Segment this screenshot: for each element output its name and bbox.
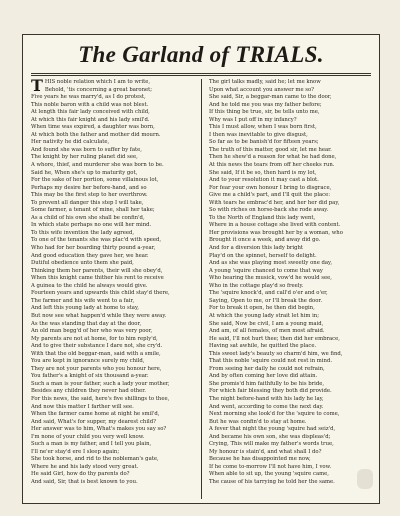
verse-line: An old man begg'd of her who was very poor,: [31, 328, 153, 335]
verse-line: With that the old beggar-man, said with a smile,: [31, 350, 161, 357]
verse-line: He said, I'll not hurt thee; then did her embrace,: [209, 335, 340, 342]
verse-line: Having sat awhile, he quitted the place.: [209, 343, 317, 350]
title-rule-bottom: [31, 75, 371, 76]
verse-line: The night before-hand with his lady he lay,: [209, 395, 324, 402]
verse-line: And left this young lady at home to stay,: [31, 305, 139, 312]
verse-line: My parents are not at home, for to him reply'd,: [31, 335, 158, 342]
left-column: [31, 79, 193, 487]
verse-line: Upon what account you answer me so?: [209, 86, 315, 93]
verse-line: For the sake of her portion, some villainous lot,: [31, 177, 159, 184]
verse-line: Next morning she look'd for the 'squire to come,: [209, 411, 340, 418]
verse-line: That this noble 'squire could not rest in mind.: [209, 358, 333, 365]
verse-line: Why was I put off in my infancy?: [209, 116, 297, 123]
verse-line: From seeing her daily he could not refrain,: [209, 365, 325, 372]
right-column: [209, 79, 371, 487]
verse-line: Where he and his lady stood very great.: [31, 463, 139, 470]
verse-line: And became his own son, she was displeas'd;: [209, 433, 331, 440]
verse-line: A young 'squire chanced to come that way: [209, 267, 323, 274]
verse-line: To the North of England this lady went,: [209, 214, 316, 221]
verse-line: And went, according to come the next day.: [209, 403, 324, 410]
verse-line: The knight by her ruling planet did see,: [31, 154, 138, 161]
verse-line: And said, What's for supper, my dearest child?: [31, 418, 156, 425]
verse-line: The farmer and his wife went to a fair,: [31, 297, 135, 304]
library-stamp: [357, 469, 373, 489]
verse-line: And to give their substance I dare not, she cry'd.: [31, 343, 163, 350]
verse-line: Her nativity he did calculate,: [31, 139, 110, 146]
verse-line: Thinking them her parents, their will she obey'd,: [31, 267, 163, 274]
verse-line: The truth of this matter, good sir, let me hear.: [209, 146, 332, 153]
verse-line: Who in the cottage play'd so freely.: [209, 282, 304, 289]
verse-line: As a child of his own she shall be confin'd,: [31, 214, 145, 221]
verse-line: And by often coming her love did attain.: [209, 373, 318, 380]
verse-line: You father's a knight of six thousand a-year.: [31, 373, 149, 380]
verse-line: Her provisions was brought her by a woman, who: [209, 229, 343, 236]
verse-line: Crying, This will make my father's words true,: [209, 441, 334, 448]
verse-line: Dutiful obedience unto them she paid,: [31, 260, 134, 267]
broadside-sheet: [22, 34, 380, 504]
verse-line: The 'squire knock'd, and call'd o'er and o'er,: [209, 290, 328, 297]
verse-line: She promis'd him faithfully to be his bride,: [209, 380, 325, 387]
verse-line: Her answer was to him, What's makes you say so?: [31, 426, 167, 433]
verse-line: To prevent all danger this step I will take,: [31, 199, 144, 206]
verse-line: And said, Sir, that is best known to you.: [31, 478, 138, 485]
verse-line: When able to sit up, the young 'squire came,: [209, 471, 329, 478]
verse-line: I'm none of your child you very well know.: [31, 433, 145, 440]
verse-line: With tears he embrac'd her, and her her did pay,: [209, 199, 340, 206]
verse-line: My honour is stain'd, and what shall I do?: [209, 448, 322, 455]
verse-line: At which both the father and mother did mourn.: [31, 131, 161, 138]
page-title: The Garland of TRIALS.: [78, 42, 324, 67]
verse-line: And he told me you was my father before;: [209, 101, 322, 108]
verse-line: A guinea to the child he always would give.: [31, 282, 148, 289]
verse-line: When time was expired, a daughter was born,: [31, 124, 155, 131]
verse-line: And as she was playing most sweetly one day,: [209, 260, 333, 267]
verse-line-rest: HIS noble relation which I am to write,: [44, 79, 151, 85]
verse-line: Besides any children they never had other.: [31, 388, 146, 395]
verse-line: This noble baron with a child was not blest.: [31, 101, 149, 108]
verse-line: For fear your own honour I bring to disgrace,: [209, 184, 332, 191]
verse-line: And to your resolution it may cast a blot.: [209, 177, 319, 184]
verse-line: For to break it open, he then did begin,: [209, 305, 315, 312]
verse-line: You are kept in ignorance surely my child,: [31, 358, 145, 365]
verse-line: Five years he was marry'd, as I do protest,: [31, 94, 146, 101]
verse-line: Behold, 'tis concerning a great baronet;: [44, 86, 153, 93]
verse-line: Perhaps my desire her before-hand, and so: [31, 184, 147, 191]
verse-line: He said Girl, how do thy parents do?: [31, 471, 130, 478]
verse-line: For this news, the said, here's five shillings to thee,: [31, 395, 170, 402]
verse-line: This may be the first step to her overthrow.: [31, 192, 148, 199]
verse-line: Give me a child's part, and I'll quit the place:: [209, 192, 331, 199]
verse-line: Then he shew'd a reason for what he had done,: [209, 154, 337, 161]
verse-line: Said he, When she's up to maturity got,: [31, 169, 138, 176]
verse-line: Such a man is my father, and I tell you plain,: [31, 441, 152, 448]
verse-line: If this thing be true, sir, be tells unto me,: [209, 109, 320, 116]
verse-line: They are not your parents who you honour here,: [31, 365, 162, 372]
verse-line: If he come to-morrow I'll not have him, I vow.: [209, 463, 332, 470]
verse-line: Because he has disappointed me now,: [209, 456, 311, 463]
verse-line: And good education they gave her, we hear.: [31, 252, 149, 259]
drop-capital: T: [31, 79, 43, 95]
verse-line: A fever that night the young 'squire had seiz'd,: [209, 426, 336, 433]
verse-line: This I must allow, when I was born first,: [209, 124, 317, 131]
verse-line: Where in a house cottage she lived with content.: [209, 222, 341, 229]
verse-line: Who hearing the musick, vow'd he would see,: [209, 275, 332, 282]
verse-line: But he was confin'd to stay at home.: [209, 418, 307, 425]
verse-line: At which the young lady strait let him in;: [209, 312, 319, 319]
verse-line: Brought it once a week, and away did go.: [209, 237, 321, 244]
verse-line: When this knight came thither his rent to receive: [31, 275, 164, 282]
column-divider: [201, 79, 202, 499]
verse-line: At this news the tears from off her cheeks run.: [209, 162, 335, 169]
verse-line: To this wife invention the lady agreed,: [31, 229, 135, 236]
verse-line: But now see what happen'd while they were away.: [31, 312, 167, 319]
verse-line: And for a diversion this lady bright: [209, 245, 304, 252]
verse-line: In which state perhaps no one will her mind.: [31, 222, 152, 229]
verse-line: I'll ne'er stay'd ere I sleep again;: [31, 448, 120, 455]
verse-line: She said, Sir, a beggar-man came to the door,: [209, 94, 332, 101]
verse-line: Such a man is your father, such a lady your mother,: [31, 380, 170, 387]
verse-line: At length this fair lady conceived with child,: [31, 109, 150, 116]
verse-line: And found she was born to suffer by fate,: [31, 146, 142, 153]
verse-line: Saying, Open to me, or I'll break the door.: [209, 297, 323, 304]
verse-line: For which fair blessing they both did provide.: [209, 388, 332, 395]
title-banner: [23, 41, 379, 71]
verse-line: The girl talks madly, said he; let me know: [209, 79, 321, 85]
verse-line: To one of the tenants she was plac'd with speed,: [31, 237, 162, 244]
verse-line: The cause of his tarrying he told her the same.: [209, 478, 335, 485]
verse-line: Who had for her boarding thirty pound a-year,: [31, 245, 156, 252]
verse-line: Fourteen years and upwards this child stay'd there,: [31, 290, 170, 297]
verse-line: As the was standing that day at the door,: [31, 320, 142, 327]
verse-line: At which this fair knight and his lady smil'd.: [31, 116, 150, 123]
verse-line: When the farmer came home at night he smil'd,: [31, 411, 160, 418]
verse-line: Some farmer, a tenant of mine, shall her take;: [31, 207, 155, 214]
verse-line: She took horse, and rid to the nobleman's gate,: [31, 456, 159, 463]
verse-line: I then was inevitable to give disgust,: [209, 131, 308, 138]
verse-line: This sweet lady's beauty so charm'd him, we find,: [209, 350, 343, 357]
verse-line: Play'd on the spinnet, herself to delight.: [209, 252, 317, 259]
verse-line: She said, If it be so, then hard is my lot,: [209, 169, 317, 176]
verse-line: She said, Now be civil, I am a young maid,: [209, 320, 324, 327]
verse-line: A whore, thief, and murderer she was born to be.: [31, 162, 164, 169]
verse-line: And am, of all females, of men most afraid.: [209, 328, 325, 335]
verse-line: So far as to be banish'd for fifteen years;: [209, 139, 319, 146]
title-rule-top: [31, 73, 371, 74]
verse-line: So with riches on horse-back she rode away.: [209, 207, 329, 214]
verse-line: And now this matter I farther will see.: [31, 403, 134, 410]
